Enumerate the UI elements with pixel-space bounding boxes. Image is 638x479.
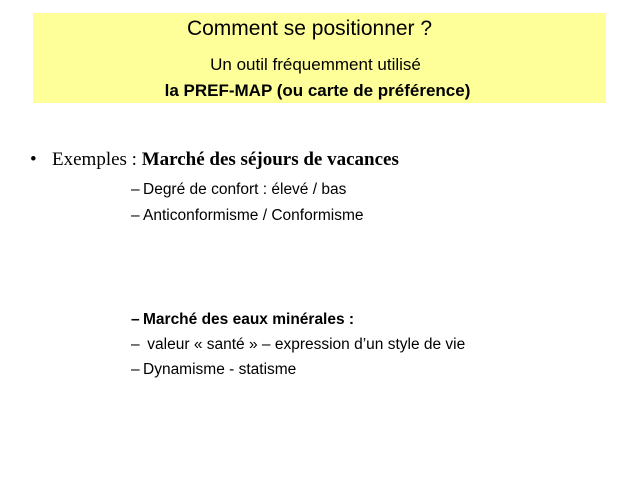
dash-icon: – [131,311,140,328]
title-box [33,13,606,103]
list-item-text: Dynamisme - statisme [143,361,297,378]
list-heading [131,311,354,329]
page-subtitle: Un outil fréquemment utilisé [210,55,421,74]
list-item-text: Anticonformisme / Conformisme [143,207,364,224]
list-item-text: valeur « santé » – expression d’un style de vie [143,336,466,353]
list-item [131,361,296,379]
bullet-bold-text: Marché des séjours de vacances [141,149,399,170]
dash-icon: – [131,361,140,378]
list-item [131,181,346,199]
page-subtitle-bold: la PREF-MAP (ou carte de préférence) [164,81,471,100]
list-item-text: Degré de confort : élevé / bas [143,181,347,198]
list-item [131,207,364,225]
bullet-icon: • [30,149,37,170]
bullet-examples [30,149,399,171]
list-item [131,336,465,354]
dash-icon: – [131,207,140,224]
bullet-prefix: Exemples : [52,149,142,170]
list-heading-text: Marché des eaux minérales : [143,311,355,328]
page-title: Comment se positionner ? [186,17,433,40]
dash-icon: – [131,336,140,353]
dash-icon: – [131,181,140,198]
